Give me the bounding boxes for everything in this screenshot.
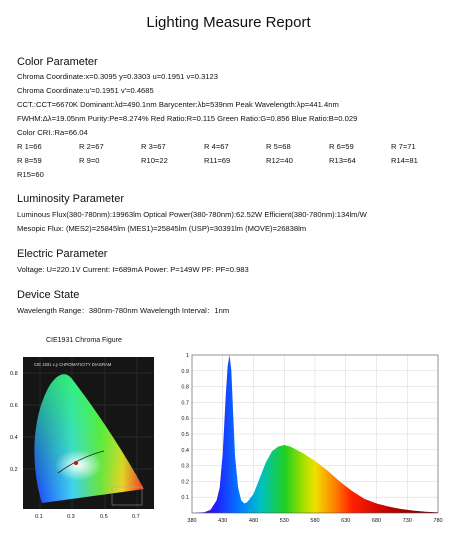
- ri-value: R 1=66: [17, 142, 42, 151]
- spectrum-x-tick: 580: [310, 518, 320, 524]
- color-parameter-heading: Color Parameter: [17, 56, 98, 68]
- spectrum-y-ticks: [181, 353, 189, 501]
- spectrum-x-tick: 780: [433, 518, 443, 524]
- report-title: Lighting Measure Report: [146, 14, 311, 31]
- spectrum-x-tick: 480: [248, 518, 259, 524]
- spectrum-y-tick: 1: [185, 353, 189, 359]
- ri-value: R15=60: [17, 170, 44, 179]
- spectrum-y-tick: 0.2: [181, 479, 189, 486]
- ri-value: R 6=59: [329, 142, 354, 151]
- spectrum-y-tick: 0.4: [181, 447, 189, 454]
- ri-value: R 3=67: [141, 142, 166, 151]
- cie-x-tick: 0.5: [100, 514, 108, 520]
- fwhm-line: FWHM:Δλ=19.05nm Purity:Pe=8.274% Red Ratio:R=0.115 Green Ratio:G=0.856 Blue Ratio:B=0.029: [17, 114, 358, 123]
- spectrum-y-tick: 0.3: [181, 463, 189, 470]
- spectrum-y-tick: 0.6: [181, 416, 189, 423]
- spectrum-y-tick: 0.1: [181, 495, 189, 502]
- ri-value: R 9=0: [79, 156, 100, 165]
- ri-value: R12=40: [266, 156, 293, 165]
- spectrum-y-tick: 0.5: [181, 432, 189, 438]
- ri-value: R14=81: [391, 156, 418, 165]
- chroma-uv-line: Chroma Coordinate:u'=0.1951 v'=0.4685: [17, 86, 154, 95]
- spectrum-x-tick: 380: [187, 518, 197, 524]
- luminosity-parameter-heading: Luminosity Parameter: [17, 193, 124, 205]
- spectrum-x-tick: 630: [341, 518, 351, 524]
- spectrum-y-tick: 0.9: [181, 368, 189, 375]
- ri-value: R11=69: [204, 156, 231, 165]
- cie-y-tick: 0.4: [10, 435, 18, 441]
- spectrum-x-tick: 730: [402, 518, 412, 524]
- cct-line: CCT.:CCT=6670K Dominant:λd=490.1nm Barycenter:λb=539nm Peak Wavelength:λp=441.4nm: [17, 100, 339, 109]
- chroma-xy-line: Chroma Coordinate:x=0.3095 y=0.3303 u=0.1951 v=0.3123: [17, 72, 218, 81]
- spectrum-x-tick: 430: [218, 518, 228, 524]
- mesopic-flux-line: Mesopic Flux: (MES2)=25845lm (MES1)=25845lm (USP)=30391lm (MOVE)=26838lm: [17, 224, 307, 233]
- device-line: Wavelength Range：380nm-780nm Wavelength Interval：1nm: [17, 306, 230, 315]
- electric-parameter-heading: Electric Parameter: [17, 248, 108, 260]
- cie-figure-title: CIE1931 Chroma Figure: [46, 337, 122, 344]
- spectrum-y-tick: 0.8: [181, 384, 189, 391]
- ri-value: R10=22: [141, 156, 168, 165]
- cie-x-tick: 0.1: [35, 514, 43, 520]
- device-state-heading: Device State: [17, 289, 80, 301]
- cie-y-tick: 0.6: [10, 403, 18, 409]
- cie-x-tick: 0.7: [132, 514, 140, 520]
- cri-line: Color CRI.:Ra=66.04: [17, 128, 88, 137]
- cie-x-tick: 0.3: [67, 514, 75, 520]
- ri-value: R 8=59: [17, 156, 42, 165]
- cie-y-tick: 0.2: [10, 467, 18, 473]
- cie-y-tick: 0.8: [10, 371, 18, 377]
- luminous-flux-line: Luminous Flux(380-780nm):19963lm Optical Power(380-780nm):62.52W Efficient(380-780nm):134lm/W: [17, 210, 367, 219]
- spectrum-x-ticks: [187, 518, 442, 524]
- spectrum-x-tick: 680: [371, 518, 382, 524]
- ri-value: R 2=67: [79, 142, 104, 151]
- ri-value: R 7=71: [391, 142, 416, 151]
- spectrum-x-tick: 530: [279, 518, 289, 524]
- spectrum-y-tick: 0.7: [181, 400, 189, 407]
- ri-value: R 4=67: [204, 142, 229, 151]
- electric-line: Voltage: U=220.1V Current: I=689mA Power: P=149W PF: PF=0.983: [17, 265, 249, 274]
- cie-inner-title: CIE 1931 x,y CHROMATICITY DIAGRAM: [34, 362, 112, 367]
- ri-value: R13=64: [329, 156, 356, 165]
- ri-value: R 5=68: [266, 142, 291, 151]
